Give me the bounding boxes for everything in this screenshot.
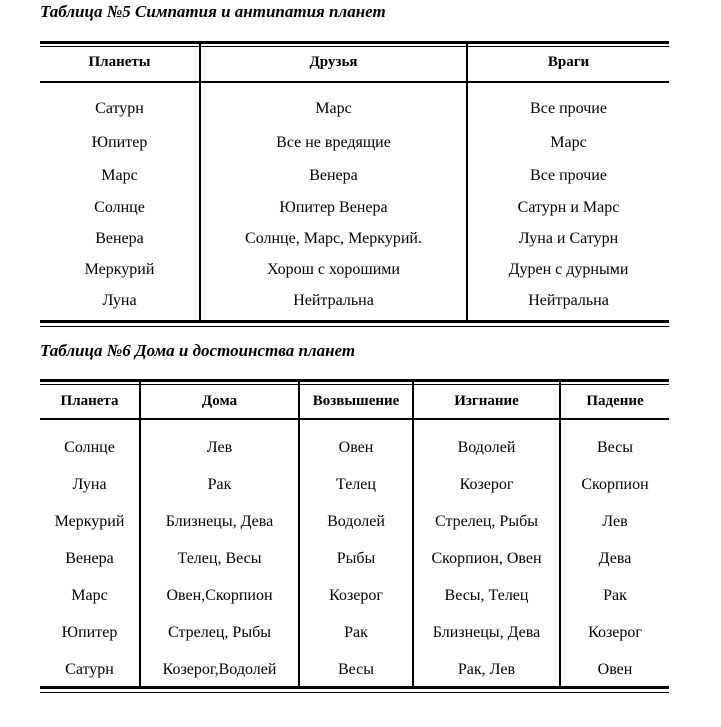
table6-bottom-rule-thin bbox=[40, 692, 669, 693]
table5-friends: Все не вредящие bbox=[276, 134, 391, 151]
table5-planet: Меркурий bbox=[84, 261, 155, 278]
table6-fall: Скорпион bbox=[581, 476, 649, 493]
table5-friends: Хорош с хорошими bbox=[267, 261, 400, 278]
table5-top-rule-thin bbox=[40, 46, 669, 47]
table5-enemies: Все прочие bbox=[530, 100, 607, 117]
table6-exaltation: Рак bbox=[344, 624, 368, 641]
table6-planet: Луна bbox=[72, 476, 107, 493]
table6-top-rule-thin bbox=[40, 384, 669, 385]
table6-houses: Стрелец, Рыбы bbox=[168, 624, 271, 641]
table5-enemies: Марс bbox=[550, 134, 587, 151]
table6-header-exaltation: Возвышение bbox=[312, 393, 400, 409]
table6-header-rule bbox=[40, 418, 669, 420]
table6-fall: Дева bbox=[598, 550, 632, 567]
table6-header-fall: Падение bbox=[586, 393, 644, 409]
table6-exile: Стрелец, Рыбы bbox=[435, 513, 538, 530]
table6-exile: Скорпион, Овен bbox=[431, 550, 542, 567]
table6-planet: Юпитер bbox=[61, 624, 118, 641]
table5-top-rule bbox=[40, 41, 669, 44]
table6-houses: Козерог,Водолей bbox=[162, 661, 277, 678]
table5-planet: Венера bbox=[95, 230, 144, 247]
table5-enemies: Дурен с дурными bbox=[508, 261, 629, 278]
table6-header-exile: Изгнание bbox=[454, 393, 519, 409]
table6-fall: Козерог bbox=[588, 624, 642, 641]
table6-planet: Меркурий bbox=[54, 513, 125, 530]
table6-bottom-rule bbox=[40, 686, 669, 689]
table5-enemies: Все прочие bbox=[530, 167, 607, 184]
table6-fall: Весы bbox=[596, 439, 634, 456]
table6-exaltation: Телец bbox=[336, 476, 376, 493]
table6-exile: Водолей bbox=[457, 439, 516, 456]
table6-planet: Марс bbox=[71, 587, 108, 604]
table6-houses: Близнецы, Дева bbox=[165, 513, 274, 530]
table6-top-rule bbox=[40, 379, 669, 382]
table5-planet: Луна bbox=[102, 292, 137, 309]
table5-friends: Венера bbox=[309, 167, 358, 184]
table6-houses: Рак bbox=[207, 476, 232, 493]
table6-fall: Рак bbox=[603, 587, 627, 604]
table5-friends: Марс bbox=[315, 100, 352, 117]
table5-header-rule bbox=[40, 81, 669, 83]
table5-header-friends: Друзья bbox=[309, 54, 358, 70]
table6-exile: Весы, Телец bbox=[444, 587, 529, 604]
table5-header-enemies: Враги bbox=[547, 54, 590, 70]
table6-exile: Козерог bbox=[459, 476, 514, 493]
table6-header-planet: Планета bbox=[60, 393, 119, 409]
table6-header-houses: Дома bbox=[201, 393, 238, 409]
table5-planet: Юпитер bbox=[91, 134, 148, 151]
table6-houses: Овен,Скорпион bbox=[166, 587, 273, 604]
table6-exile: Рак, Лев bbox=[457, 661, 516, 678]
table6-exaltation: Водолей bbox=[327, 513, 385, 530]
table5-enemies: Нейтральна bbox=[528, 292, 609, 309]
table5-bottom-rule-thin bbox=[40, 326, 669, 327]
table6-planet: Солнце bbox=[64, 439, 115, 456]
table5-planet: Солнце bbox=[94, 199, 145, 216]
table6-exaltation: Рыбы bbox=[336, 550, 376, 567]
table5-enemies: Сатурн и Марс bbox=[517, 199, 620, 216]
table5-enemies: Луна и Сатурн bbox=[518, 230, 619, 247]
table6-exile: Близнецы, Дева bbox=[432, 624, 541, 641]
table5-bottom-rule bbox=[40, 320, 669, 323]
table6-exaltation: Весы bbox=[337, 661, 375, 678]
table6-houses: Лев bbox=[206, 439, 233, 456]
table6-planet: Сатурн bbox=[65, 661, 114, 678]
table5-friends: Юпитер Венера bbox=[279, 199, 388, 216]
table5-header-planets: Планеты bbox=[88, 54, 151, 70]
table6-houses: Телец, Весы bbox=[177, 550, 262, 567]
table6-fall: Овен bbox=[597, 661, 633, 678]
table6-exaltation: Козерог bbox=[329, 587, 383, 604]
table5-caption: Таблица №5 Симпатия и антипатия планет bbox=[40, 2, 386, 21]
table5-planet: Марс bbox=[101, 167, 138, 184]
table6-exaltation: Овен bbox=[338, 439, 374, 456]
table6-fall: Лев bbox=[602, 513, 628, 530]
table6-caption: Таблица №6 Дома и достоинства планет bbox=[40, 341, 356, 360]
table5-friends: Нейтральна bbox=[293, 292, 374, 309]
table5-friends: Солнце, Марс, Меркурий. bbox=[245, 230, 422, 247]
table6-planet: Венера bbox=[65, 550, 114, 567]
table5-planet: Сатурн bbox=[95, 100, 144, 117]
